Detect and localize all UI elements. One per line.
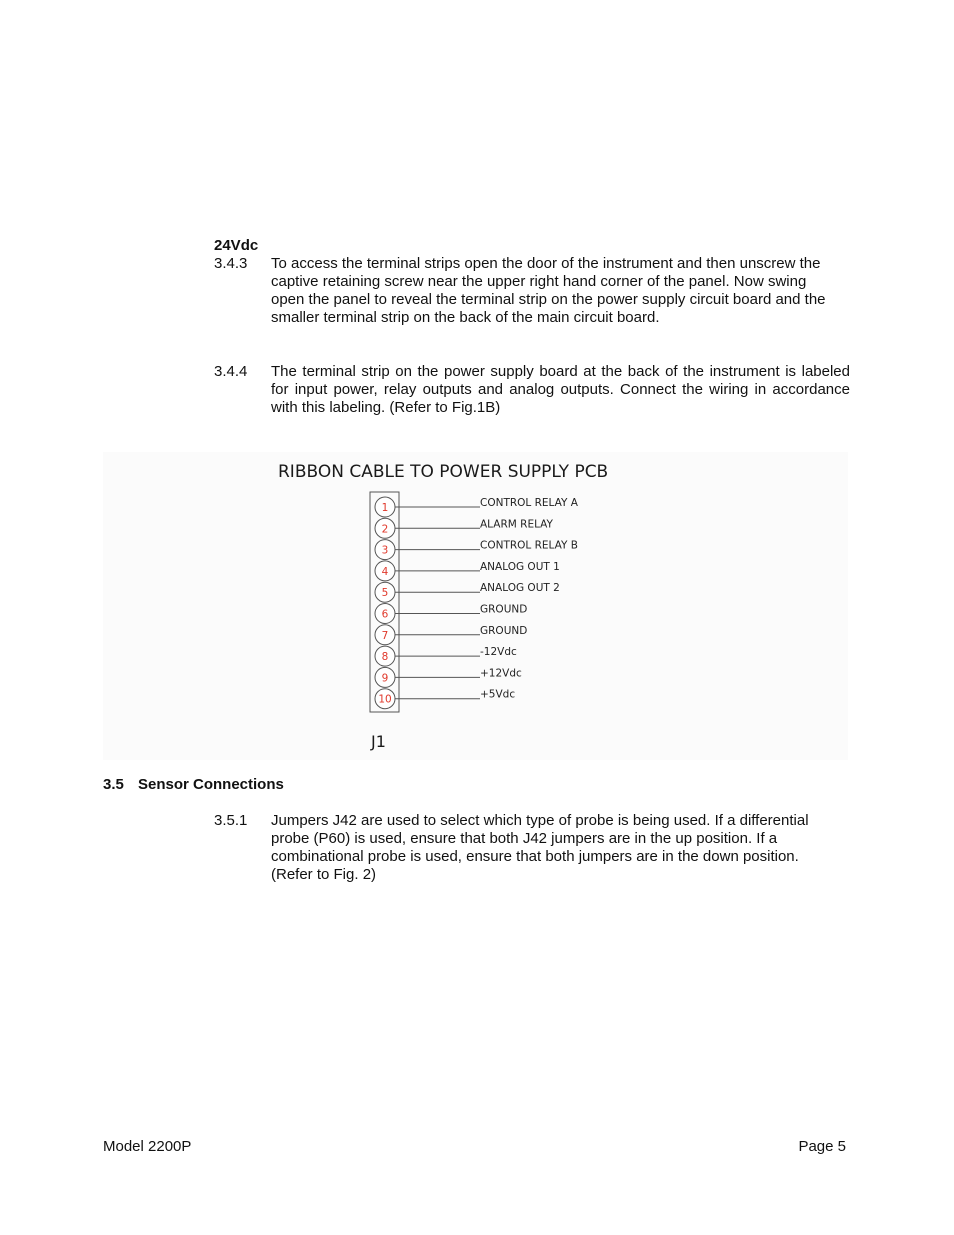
pin-number: 6 (381, 608, 389, 621)
footer-model: Model 2200P (103, 1138, 192, 1155)
pin-label: +12Vdc (480, 667, 522, 680)
pin-label: CONTROL RELAY B (480, 539, 578, 552)
pin-label: ANALOG OUT 1 (480, 560, 560, 573)
section-3-4-3-line: open the panel to reveal the terminal strip on the power supply circuit board and the (271, 291, 826, 308)
heading-24vdc: 24Vdc (214, 237, 259, 254)
footer-page-number: Page 5 (798, 1138, 846, 1155)
pin-number: 10 (378, 693, 392, 706)
pin-label: ALARM RELAY (480, 518, 553, 531)
section-3-5-1-line: Jumpers J42 are used to select which type of probe is being used. If a differential (271, 812, 809, 829)
section-3-4-3-number: 3.4.3 (214, 255, 248, 272)
section-3-4-3-line: smaller terminal strip on the back of the main circuit board. (271, 309, 660, 326)
pin-label: ANALOG OUT 2 (480, 582, 560, 595)
pin-number: 4 (381, 565, 389, 578)
section-3-4-3-line: captive retaining screw near the upper right hand corner of the panel. Now swing (271, 273, 807, 290)
pin-number: 9 (381, 672, 389, 685)
section-3-4-4-number: 3.4.4 (214, 363, 248, 380)
section-3-4-3-line: To access the terminal strips open the door of the instrument and then unscrew the (271, 255, 821, 272)
pin-number: 2 (381, 523, 389, 536)
section-3-5-number: 3.5 (103, 776, 124, 793)
section-3-5-title: Sensor Connections (138, 776, 284, 793)
pin-number: 5 (381, 587, 389, 600)
diagram-title: RIBBON CABLE TO POWER SUPPLY PCB (278, 462, 609, 482)
connector-label: J1 (371, 732, 386, 751)
section-3-5-1-line: probe (P60) is used, ensure that both J42 jumpers are in the up position. If a (271, 830, 778, 847)
section-3-5-1-number: 3.5.1 (214, 812, 248, 829)
pin-number: 7 (381, 629, 389, 642)
pin-number: 1 (381, 502, 389, 514)
pin-label: -12Vdc (480, 646, 517, 659)
section-3-4-4-text: The terminal strip on the power supply board at the back of the instrument is labeled for input power, relay outputs and analog outputs. Connect the wiring in accordance with this labeling. (Refer to Fig.1B) (271, 363, 850, 416)
section-3-5-1-line: (Refer to Fig. 2) (271, 866, 377, 883)
connector-pins (375, 497, 579, 709)
pin-number: 3 (381, 544, 389, 557)
pin-label: GROUND (480, 624, 528, 637)
pin-label: GROUND (480, 603, 528, 616)
pin-label: +5Vdc (480, 688, 516, 701)
section-3-5-1-text (271, 812, 851, 884)
pin-number: 8 (381, 651, 389, 664)
section-3-5-1-line: combinational probe is used, ensure that both jumpers are in the down position. (271, 848, 799, 865)
pin-label: CONTROL RELAY A (480, 497, 578, 509)
